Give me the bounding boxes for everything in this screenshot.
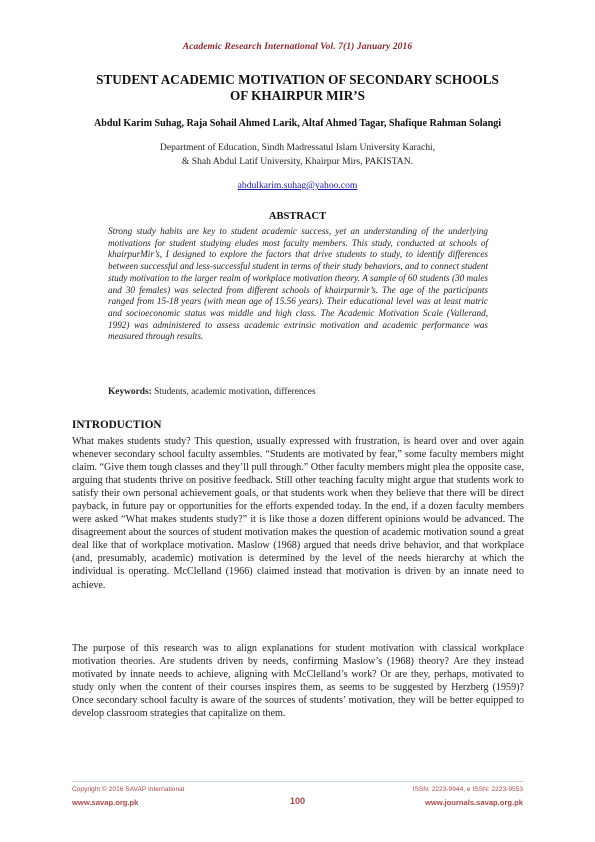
keywords-list: Students, academic motivation, differences	[151, 387, 316, 397]
abstract-text: Strong study habits are key to student academic success, yet an understanding of the underlying motivations for student studying eludes most faculty members. This study, conducted at schools of khairpurMir’s, I designed to explore the factors that drive students to study, to identify differences between successful and less-successful student in terms of their study behaviors, and to connect student study motivation to the larger realm of workplace motivation theory. A sample of 60 students (30 males and 30 females) was selected from different schools of khairpurmir’s. The age of the participants ranged from 15-18 years (with mean age of 15.56 years). Their educational level was at least matric and socioeconomic status was middle and high class. The Academic Motivation Scale (Vallerand, 1992) was administered to assess academic extrinsic motivation and academic performance was measured through results.	[108, 226, 488, 342]
title-line-1: STUDENT ACADEMIC MOTIVATION OF SECONDARY SCHOOLS	[96, 72, 499, 87]
affiliation-line-2: & Shah Abdul Latif University, Khairpur Mirs, PAKISTAN.	[181, 156, 414, 167]
footer-copyright: Copyright © 2016 SAVAP International	[72, 786, 185, 793]
author-list: Abdul Karim Suhag, Raja Sohail Ahmed Larik, Altaf Ahmed Tagar, Shafique Rahman Solangi	[93, 118, 502, 129]
affiliation-line-1: Department of Education, Sindh Madressatul Islam University Karachi,	[159, 142, 436, 153]
title-line-2: OF KHAIRPUR MIR’S	[229, 88, 366, 103]
footer-issn: ISSN: 2223-9944, e ISSN: 2223-9553	[412, 786, 523, 793]
keywords-label: Keywords:	[108, 387, 152, 397]
section-heading-introduction: INTRODUCTION	[72, 419, 162, 431]
paragraph-text: What makes students study? This question, usually expressed with frustration, is heard over and over again whenever secondary school faculty assembles. “Students are motivated by fear,” some faculty members might claim. “Give them tough classes and they’ll pull through.” Other faculty members might plea the opposite case, arguing that students thrive on positive feedback. Still other teaching faculty might argue that students work to satisfy their own personal achievement goals, or that students work when they believe that there will be direct payback, in future pay or opportunities for the efforts expended today. In the end, if a dozen faculty members were asked “What makes students study?” it is like those a dozen different opinions would be advanced. The disagreement about the sources of student motivation makes the question of academic motivation sound a great deal like that of workplace motivation. Maslow (1968) argued that needs drive behavior, and that workplace (and, presumably, academic) motivation is determined by the level of the needs hierarchy at which the individual is operating. McClelland (1966) claimed instead that motivation is driven by an innate need to achieve.	[72, 436, 524, 591]
introduction-paragraph-1	[72, 435, 524, 592]
running-head: Academic Research International Vol. 7(1) January 2016	[182, 42, 413, 52]
affiliation	[60, 141, 535, 169]
abstract-heading: ABSTRACT	[268, 211, 327, 222]
author-email-link[interactable]: abdulkarim.suhag@yahoo.com	[237, 180, 358, 191]
paragraph-text: The purpose of this research was to align explanations for student motivation with classical workplace motivation theories. Are students driven by needs, confirming Maslow’s (1968) theory? Are they instead motivated by innate needs to achieve, aligning with McClelland’s work? Or are they, perhaps, motivated to study only when the content of their courses inspires them, as seems to be suggested by Herzberg (1959)? Once secondary school faculty is aware of the sources of students’ motivation, they will be better equipped to develop classroom strategies that capitalize on them.	[72, 643, 524, 720]
footer-site-link[interactable]: www.savap.org.pk	[72, 798, 139, 807]
footer-divider	[72, 781, 524, 782]
introduction-paragraph-2	[72, 642, 524, 720]
footer-journal-link[interactable]: www.journals.savap.org.pk	[424, 798, 523, 807]
paper-title	[60, 72, 535, 104]
page-number: 100	[289, 796, 306, 806]
keywords	[108, 387, 488, 397]
